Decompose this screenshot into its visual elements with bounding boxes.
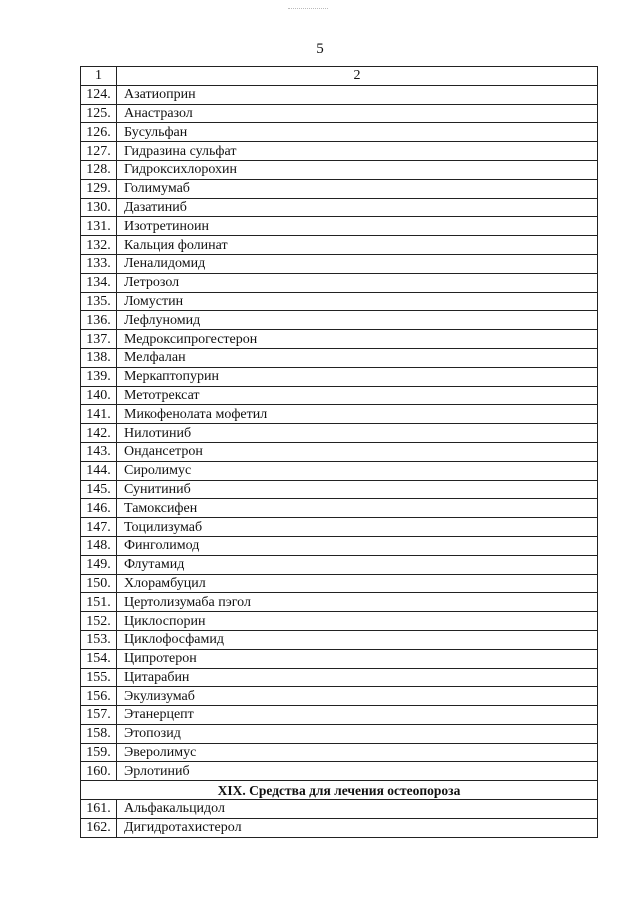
drug-name: Циклоспорин — [117, 612, 598, 631]
drug-name: Эрлотиниб — [117, 762, 598, 781]
table-row — [81, 555, 598, 574]
row-number: 129. — [81, 179, 117, 198]
drug-name: Циклофосфамид — [117, 630, 598, 649]
drug-name: Азатиоприн — [117, 85, 598, 104]
drug-name: Финголимод — [117, 536, 598, 555]
row-number: 159. — [81, 743, 117, 762]
row-number: 141. — [81, 405, 117, 424]
table-row — [81, 593, 598, 612]
table-row — [81, 649, 598, 668]
table-row — [81, 461, 598, 480]
row-number: 138. — [81, 348, 117, 367]
drug-name: Гидроксихлорохин — [117, 160, 598, 179]
table-row — [81, 142, 598, 161]
page-number: 5 — [316, 41, 324, 57]
row-number: 152. — [81, 612, 117, 631]
table-row — [81, 198, 598, 217]
table-row — [81, 179, 598, 198]
row-number: 128. — [81, 160, 117, 179]
row-number: 127. — [81, 142, 117, 161]
row-number: 162. — [81, 818, 117, 837]
table-row — [81, 499, 598, 518]
drug-name: Ломустин — [117, 292, 598, 311]
row-number: 139. — [81, 367, 117, 386]
medication-table — [80, 66, 598, 838]
table-row — [81, 630, 598, 649]
row-number: 151. — [81, 593, 117, 612]
row-number: 147. — [81, 518, 117, 537]
drug-name: Леналидомид — [117, 254, 598, 273]
table-row — [81, 762, 598, 781]
scan-artifact — [288, 8, 328, 12]
row-number: 161. — [81, 800, 117, 819]
table-header-row — [81, 67, 598, 86]
table-row — [81, 518, 598, 537]
drug-name: Медроксипрогестерон — [117, 330, 598, 349]
drug-name: Цитарабин — [117, 668, 598, 687]
drug-name: Голимумаб — [117, 179, 598, 198]
row-number: 126. — [81, 123, 117, 142]
row-number: 148. — [81, 536, 117, 555]
table-row — [81, 724, 598, 743]
drug-name: Экулизумаб — [117, 687, 598, 706]
drug-name: Ципротерон — [117, 649, 598, 668]
table-row — [81, 367, 598, 386]
header-col-name: 2 — [117, 67, 598, 86]
table-row — [81, 273, 598, 292]
table-row — [81, 330, 598, 349]
drug-name: Микофенолата мофетил — [117, 405, 598, 424]
drug-name: Ондансетрон — [117, 442, 598, 461]
table-row — [81, 424, 598, 443]
table-row — [81, 668, 598, 687]
drug-name: Меркаптопурин — [117, 367, 598, 386]
row-number: 125. — [81, 104, 117, 123]
drug-name: Гидразина сульфат — [117, 142, 598, 161]
section-heading-row — [81, 781, 598, 800]
table-row — [81, 292, 598, 311]
row-number: 142. — [81, 424, 117, 443]
table-row — [81, 706, 598, 725]
row-number: 146. — [81, 499, 117, 518]
row-number: 124. — [81, 85, 117, 104]
drug-name: Анастразол — [117, 104, 598, 123]
table-row — [81, 254, 598, 273]
drug-name: Хлорамбуцил — [117, 574, 598, 593]
drug-name: Альфакальцидол — [117, 800, 598, 819]
drug-name: Сиролимус — [117, 461, 598, 480]
row-number: 150. — [81, 574, 117, 593]
drug-name: Нилотиниб — [117, 424, 598, 443]
header-col-number: 1 — [81, 67, 117, 86]
row-number: 136. — [81, 311, 117, 330]
table-row — [81, 743, 598, 762]
drug-name: Сунитиниб — [117, 480, 598, 499]
drug-name: Дигидротахистерол — [117, 818, 598, 837]
drug-name: Летрозол — [117, 273, 598, 292]
row-number: 157. — [81, 706, 117, 725]
drug-name: Эверолимус — [117, 743, 598, 762]
row-number: 149. — [81, 555, 117, 574]
drug-name: Метотрексат — [117, 386, 598, 405]
table-row — [81, 217, 598, 236]
row-number: 155. — [81, 668, 117, 687]
drug-name: Этопозид — [117, 724, 598, 743]
table-row — [81, 687, 598, 706]
drug-name: Мелфалан — [117, 348, 598, 367]
section-heading: XIX. Средства для лечения остеопороза — [81, 781, 598, 800]
row-number: 154. — [81, 649, 117, 668]
row-number: 134. — [81, 273, 117, 292]
table-row — [81, 536, 598, 555]
drug-name: Тоцилизумаб — [117, 518, 598, 537]
row-number: 144. — [81, 461, 117, 480]
row-number: 132. — [81, 236, 117, 255]
row-number: 131. — [81, 217, 117, 236]
row-number: 156. — [81, 687, 117, 706]
table-row — [81, 405, 598, 424]
drug-name: Этанерцепт — [117, 706, 598, 725]
drug-name: Кальция фолинат — [117, 236, 598, 255]
row-number: 160. — [81, 762, 117, 781]
row-number: 133. — [81, 254, 117, 273]
table-row — [81, 123, 598, 142]
table-row — [81, 104, 598, 123]
drug-name: Лефлуномид — [117, 311, 598, 330]
row-number: 140. — [81, 386, 117, 405]
row-number: 143. — [81, 442, 117, 461]
table-row — [81, 442, 598, 461]
table-row — [81, 85, 598, 104]
row-number: 137. — [81, 330, 117, 349]
row-number: 153. — [81, 630, 117, 649]
row-number: 130. — [81, 198, 117, 217]
table-row — [81, 236, 598, 255]
drug-name: Флутамид — [117, 555, 598, 574]
table-row — [81, 311, 598, 330]
drug-name: Дазатиниб — [117, 198, 598, 217]
table-row — [81, 818, 598, 837]
table-row — [81, 160, 598, 179]
drug-name: Тамоксифен — [117, 499, 598, 518]
table-row — [81, 574, 598, 593]
table-row — [81, 800, 598, 819]
row-number: 158. — [81, 724, 117, 743]
row-number: 145. — [81, 480, 117, 499]
drug-name: Бусульфан — [117, 123, 598, 142]
drug-name: Цертолизумаба пэгол — [117, 593, 598, 612]
table-row — [81, 480, 598, 499]
row-number: 135. — [81, 292, 117, 311]
drug-name: Изотретиноин — [117, 217, 598, 236]
table-row — [81, 612, 598, 631]
table-row — [81, 386, 598, 405]
table-row — [81, 348, 598, 367]
